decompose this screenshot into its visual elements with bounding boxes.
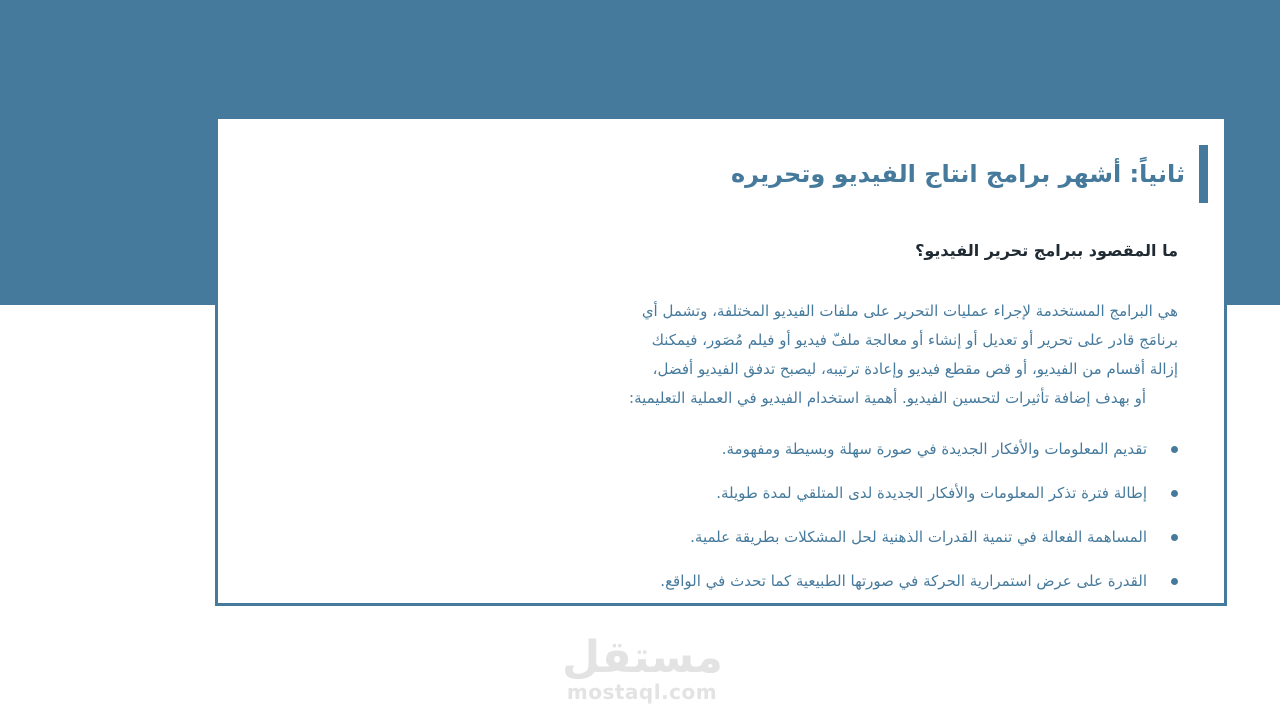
list-item-text: إطالة فترة تذكر المعلومات والأفكار الجديدة لدى المتلقي لمدة طويلة. [716, 484, 1147, 502]
paragraph-line: هي البرامج المستخدمة لإجراء عمليات التحرير على ملفات الفيديو المختلفة، وتشمل أي [641, 302, 1178, 320]
list-item [660, 515, 1178, 559]
paragraph-line: برنامَج قادر على تحرير أو تعديل أو إنشاء أو معالجة ملفّ فيديو أو فيلم مُصَور، فيمكنك [651, 331, 1178, 349]
paragraph-line: أو بهدف إضافة تأثيرات لتحسين الفيديو. أهمية استخدام الفيديو في العملية التعليمية: [629, 389, 1146, 407]
bullet-icon [1171, 534, 1178, 541]
bullet-icon [1171, 446, 1178, 453]
content-card [215, 116, 1227, 606]
list-item-text: القدرة على عرض استمرارية الحركة في صورتها الطبيعية كما تحدث في الواقع. [660, 572, 1147, 590]
list-item [660, 471, 1178, 515]
definition-paragraph [538, 297, 1178, 413]
watermark-logo [562, 632, 723, 704]
list-item-text: المساهمة الفعالة في تنمية القدرات الذهنية لحل المشكلات بطريقة علمية. [690, 528, 1147, 546]
list-item [660, 427, 1178, 471]
list-item-text: تقديم المعلومات والأفكار الجديدة في صورة سهلة وبسيطة ومفهومة. [721, 440, 1147, 458]
watermark-latin: mostaql.com [566, 680, 718, 704]
list-item [660, 559, 1178, 603]
benefits-list [660, 427, 1178, 603]
slide-title: ثانياً: أشهر برامج انتاج الفيديو وتحريره [731, 160, 1185, 188]
bullet-icon [1171, 578, 1178, 585]
paragraph-line: إزالة أقسام من الفيديو، أو قص مقطع فيديو وإعادة ترتيبه، ليصبح تدفق الفيديو أفضل، [652, 360, 1178, 378]
bullet-icon [1171, 490, 1178, 497]
title-block [731, 145, 1208, 203]
question-heading: ما المقصود ببرامج تحرير الفيديو؟ [915, 241, 1178, 260]
watermark-arabic: مستقل [562, 632, 723, 683]
title-accent-bar [1199, 145, 1208, 203]
